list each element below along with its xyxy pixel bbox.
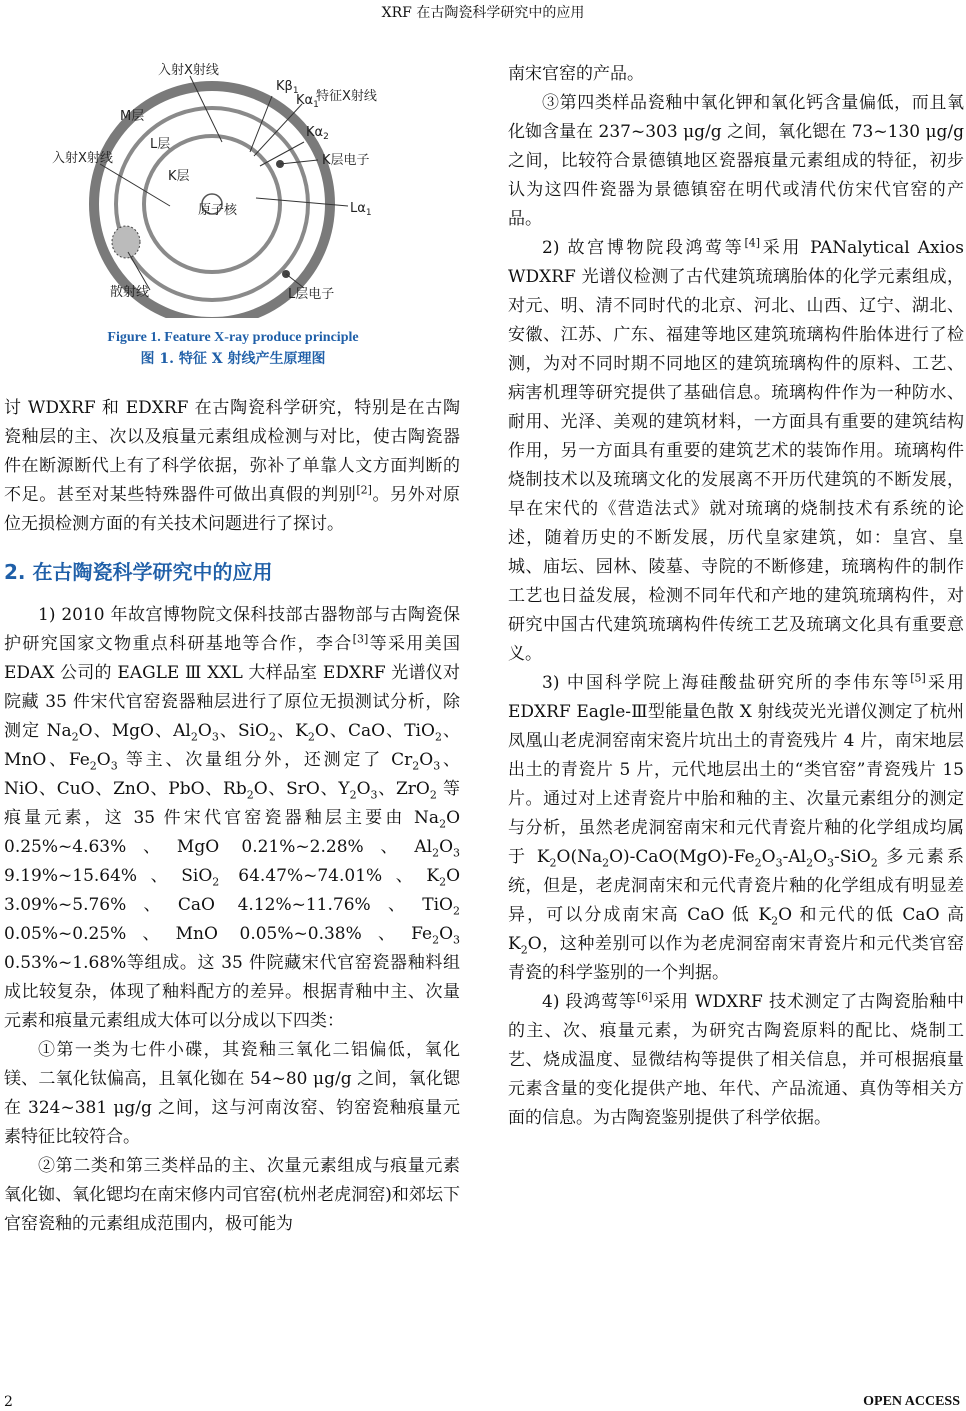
label-k-alpha2: $K\alpha_2$ — [306, 125, 329, 142]
scatter-blob — [112, 226, 140, 258]
right-column — [508, 60, 964, 1133]
incident-ray-left — [100, 164, 170, 206]
xray-diagram — [40, 56, 420, 318]
label-l-electron: L层电子 — [288, 287, 335, 302]
label-m-layer: M层 — [120, 109, 145, 124]
label-l-layer: L层 — [150, 137, 171, 152]
paragraph: ③第四类样品瓷釉中氧化钾和氧化钙含量偏低，而且氧化铷含量在 237~303 μg/g 之间，氧化锶在 73~130 μg/g 之间，比较符合景德镇地区瓷器痕量元素组成的特征，初步认为这四件瓷器为景德镇窑在明代或清代仿宋代官窑的产品。 — [508, 93, 964, 229]
running-header: XRF 在古陶瓷科学研究中的应用 — [381, 5, 585, 21]
figure-caption-en: Figure 1. Feature X-ray produce principle — [107, 330, 359, 345]
paragraph: 1) 2010 年故宫博物院文保科技部古器物部与古陶瓷保护研究国家文物重点科研基地等合作，李合[3]等采用美国 EDAX 公司的 EAGLE Ⅲ XXL 大样品室 EDXRF 光谱仪对院藏 35 件宋代官窑瓷器釉层进行了原位无损测试分析，除测定 $Na_2O$、MgO、$Al_2O_3$、SiO$_2$、$K_2O$、CaO、TiO$_2$、MnO、$Fe_2O_3$ 等主、次量组分外，还测定了 $Cr_2O_3$、NiO、CuO、ZnO、PbO、$Rb_2O$、SrO、$Y_2O_3$、ZrO$_2$ 等痕量元素，这 35 件宋代官窑瓷器釉层主要由 $Na_2O$ 0.25%~4.63%、MgO 0.21%~2.28%、$Al_2O_3$ 9.19%~15.64%、SiO$_2$ 64.47%~74.01%、$K_2O$ 3.09%~5.76%、CaO 4.12%~11.76%、TiO$_2$ 0.05%~0.25%、MnO 0.05%~0.38%、$Fe_2O_3$ 0.53%~1.68%等组成。这 35 件院藏宋代官窑瓷器釉料组成比较复杂，体现了釉料配方的差异。根据青釉中主、次量元素和痕量元素组成大体可以分成以下四类： — [4, 605, 461, 1031]
label-nucleus: 原子核 — [198, 203, 238, 218]
left-column — [4, 394, 460, 1239]
page-number: 2 — [4, 1394, 13, 1410]
paragraph: 3) 中国科学院上海硅酸盐研究所的李伟东等[5]采用 EDXRF Eagle-Ⅲ型能量色散 X 射线荧光光谱仪测定了杭州凤凰山老虎洞窑南宋瓷片坑出土的青瓷残片 4 片，南宋地层出土的青瓷片 5 片，元代地层出土的“类官窑”青瓷残片 15 片。通过对上述青瓷片中胎和釉的主、次量元素组分的测定与分析，虽然老虎洞窑南宋和元代青瓷片釉的化学组成均属于 $K_2O(Na_2O)-CaO(MgO)-Fe_2O_3-Al_2O_3-SiO_2$ 多元素系统，但是，老虎洞南宋和元代青瓷片釉的化学组成有明显差异，可以分成南宋高 CaO 低 $K_2O$ 和元代的低 CaO 高 $K_2O$，这种差别可以作为老虎洞窑南宋青瓷片和元代类官窑青瓷的科学鉴别的一个判据。 — [508, 671, 965, 983]
open-access-label: OPEN ACCESS — [863, 1394, 960, 1409]
label-feature-x: 特征X射线 — [316, 89, 377, 104]
label-scatter: 散射线 — [110, 285, 150, 300]
paragraph: 4) 段鸿莺等[6]采用 WDXRF 技术测定了古陶瓷胎釉中的主、次、痕量元素，为研究古陶瓷原料的配比、烧制工艺、烧成温度、显微结构等提供了相关信息，并可根据痕量元素含量的变化提供产地、年代、产品流通、真伪等相关方面的信息。为古陶瓷鉴别提供了科学依据。 — [508, 990, 964, 1128]
k-beta-line — [250, 96, 272, 152]
label-incident-left: 入射X射线 — [52, 151, 113, 166]
label-k-beta: $K\beta_1$ — [276, 79, 299, 96]
xray-principle-figure — [40, 56, 420, 318]
paragraph: ②第二类和第三类样品的主、次量元素组成与痕量元素氧化铷、氧化锶均在南宋修内司官窑(杭州老虎洞窑)和郊坛下官窑瓷釉的元素组成范围内，极可能为 — [4, 1156, 460, 1234]
label-k-layer: K层 — [168, 169, 190, 184]
label-k-electron: K层电子 — [322, 153, 370, 168]
label-incident-top: 入射X射线 — [158, 63, 219, 78]
paragraph: 南宋官窑的产品。 — [508, 64, 644, 84]
paragraph: 2) 故宫博物院段鸿莺等[4]采用 PANalytical Axios WDXRF 光谱仪检测了古代建筑琉璃胎体的化学元素组成，对元、明、清不同时代的北京、河北、山西、辽宁、湖北、安徽、江苏、广东、福建等地区建筑琉璃构件胎体进行了检测，为对不同时期不同地区的建筑琉璃构件的原料、工艺、病害机理等研究提供了基础信息。琉璃构件作为一种防水、耐用、光泽、美观的建筑材料，一方面具有重要的建筑结构作用，另一方面具有重要的建筑艺术的装饰作用。琉璃构件烧制技术以及琉璃文化的发展离不开历代建筑的不断发展，早在宋代的《营造法式》就对琉璃的烧制技术有系统的论述，随着历史的不断发展，历代皇家建筑，如：皇宫、皇城、庙坛、园林、陵墓、寺院的不断修建，琉璃构件的制作工艺也日益发展，检测不同年代和产地的建筑琉璃构件，对研究中国古代建筑琉璃构件传统工艺及琉璃文化具有重要意义。 — [508, 236, 965, 664]
paragraph: ①第一类为七件小碟，其瓷釉三氧化二铝偏低，氧化镁、二氧化钛偏高，且氧化铷在 54~80 μg/g 之间，氧化锶在 324~381 μg/g 之间，这与河南汝窑、钧窑瓷釉痕量元素特征比较符合。 — [4, 1040, 460, 1147]
paragraph: 讨 WDXRF 和 EDXRF 在古陶瓷科学研究，特别是在古陶瓷釉层的主、次以及痕量元素组成检测与对比，使古陶瓷器件在断源断代上有了科学依据，弥补了单靠人文方面判断的不足。甚至对某些特殊器件可做出真假的判别[2]。另外对原位无损检测方面的有关技术问题进行了探讨。 — [4, 398, 461, 534]
label-k-alpha1: $K\alpha_1$ — [296, 93, 319, 110]
label-l-alpha: $L\alpha_1$ — [350, 201, 372, 218]
section-heading: 2. 在古陶瓷科学研究中的应用 — [4, 560, 273, 584]
figure-caption-zh: 图 1. 特征 X 射线产生原理图 — [140, 351, 326, 367]
